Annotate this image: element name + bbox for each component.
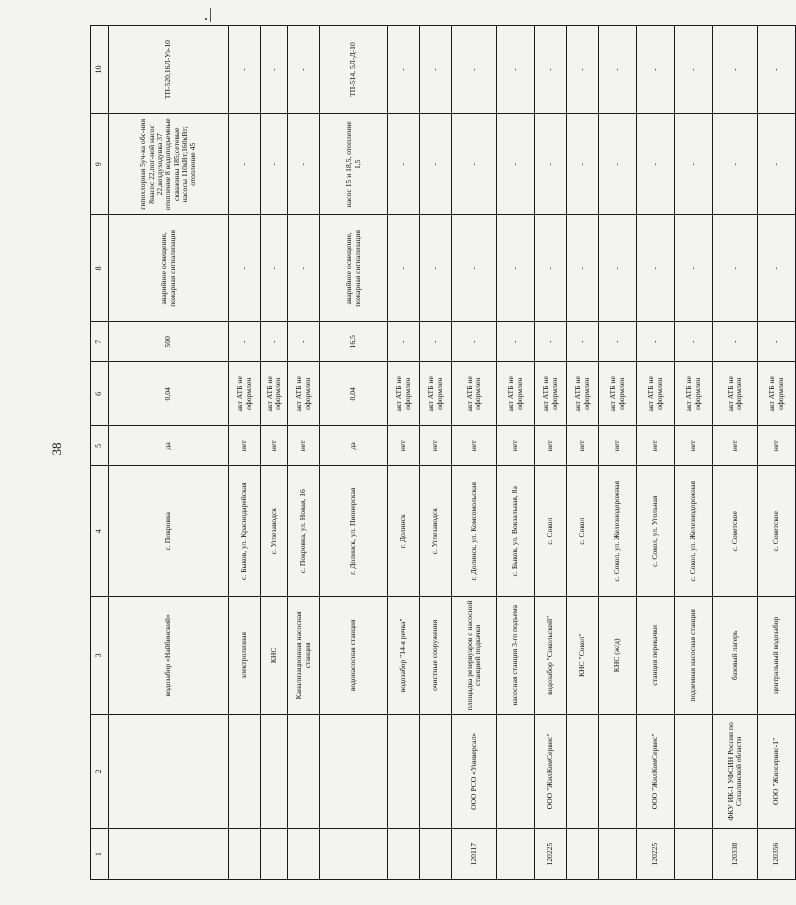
table-cell: г. Долинск, ул. Комсомольская: [452, 466, 497, 597]
table-cell: акт АТБ не оформлен: [288, 362, 320, 426]
table-cell: -: [535, 26, 567, 114]
col-number: 1: [91, 829, 109, 880]
table-cell: аварийное освещение, пожарная сигнализация: [320, 215, 388, 322]
table-cell: -: [637, 215, 675, 322]
table-cell: нет: [497, 426, 535, 466]
table-row: [535, 26, 567, 880]
table-cell: -: [637, 26, 675, 114]
table-cell: акт АТБ не оформлен: [637, 362, 675, 426]
table-cell: -: [567, 114, 599, 215]
col-number: 2: [91, 714, 109, 829]
table-cell: нет: [420, 426, 452, 466]
table-cell: -: [599, 114, 637, 215]
table-cell: -: [599, 215, 637, 322]
table-cell: [229, 829, 261, 880]
table-cell: 120225: [535, 829, 567, 880]
table-cell: -: [261, 26, 288, 114]
table-cell: площадка резервуаров с насосной станцией подкачки: [452, 597, 497, 714]
table-cell: -: [535, 322, 567, 362]
table-cell: 0,04: [320, 362, 388, 426]
table-cell: -: [288, 215, 320, 322]
table-cell: -: [567, 215, 599, 322]
table-cell: ФКУ ИК-1 УФСИН России по Сахалинской области: [713, 714, 758, 829]
table-cell: -: [288, 322, 320, 362]
table-cell: -: [675, 215, 713, 322]
table-cell: -: [388, 26, 420, 114]
table-cell: нет: [675, 426, 713, 466]
table-cell: акт АТБ не оформлен: [229, 362, 261, 426]
col-number: 9: [91, 114, 109, 215]
table-cell: акт АТБ не оформлен: [497, 362, 535, 426]
table-row: [288, 26, 320, 880]
table-cell: -: [388, 322, 420, 362]
table-cell: -: [497, 322, 535, 362]
table-cell: с. Углезаводск: [261, 466, 288, 597]
table-cell: -: [567, 26, 599, 114]
table-cell: -: [599, 26, 637, 114]
table-cell: центральный водозабор: [758, 597, 796, 714]
table-row: [320, 26, 388, 880]
table-cell: 120117: [452, 829, 497, 880]
table-cell: -: [497, 215, 535, 322]
table-cell: -: [288, 114, 320, 215]
table-cell: -: [229, 114, 261, 215]
table-cell: -: [420, 322, 452, 362]
table-cell: нет: [637, 426, 675, 466]
table-cell: -: [637, 322, 675, 362]
table-cell: нет: [599, 426, 637, 466]
table-cell: -: [452, 114, 497, 215]
table-cell: электролизная: [229, 597, 261, 714]
table-cell: ООО "ЖилКомСервис": [535, 714, 567, 829]
col-number: 7: [91, 322, 109, 362]
table-cell: [497, 829, 535, 880]
table-cell: ООО "ЖилКомСервис": [637, 714, 675, 829]
scan-speck: [210, 8, 211, 22]
table-cell: водозабор "Сокольский": [535, 597, 567, 714]
rotated-table-container: [90, 25, 785, 880]
table-cell: нет: [535, 426, 567, 466]
table-row: [758, 26, 796, 880]
table-cell: нет: [388, 426, 420, 466]
table-cell: -: [758, 114, 796, 215]
col-number: 8: [91, 215, 109, 322]
table-cell: да: [109, 426, 229, 466]
table-cell: -: [497, 26, 535, 114]
table-cell: [288, 829, 320, 880]
table-cell: подземная насосная станция: [675, 597, 713, 714]
table-cell: -: [229, 322, 261, 362]
table-cell: -: [758, 322, 796, 362]
table-row: [229, 26, 261, 880]
table-cell: [109, 829, 229, 880]
table-cell: с. Покровка, ул. Новая, 16: [288, 466, 320, 597]
table-cell: [497, 714, 535, 829]
table-row: [637, 26, 675, 880]
table-cell: -: [420, 114, 452, 215]
table-cell: очистные сооружения: [420, 597, 452, 714]
table-cell: -: [758, 26, 796, 114]
table-cell: акт АТБ не оформлен: [675, 362, 713, 426]
table-cell: -: [452, 215, 497, 322]
table-cell: -: [388, 215, 420, 322]
col-number: 6: [91, 362, 109, 426]
table-cell: КНС: [261, 597, 288, 714]
table-cell: [320, 829, 388, 880]
table-cell: 120225: [637, 829, 675, 880]
table-cell: -: [288, 26, 320, 114]
table-cell: нет: [261, 426, 288, 466]
table-cell: акт АТБ не оформлен: [420, 362, 452, 426]
table-row: [497, 26, 535, 880]
table-cell: 0,04: [109, 362, 229, 426]
table-cell: -: [452, 26, 497, 114]
table-cell: -: [758, 215, 796, 322]
table-cell: -: [599, 322, 637, 362]
table-cell: [261, 829, 288, 880]
table-cell: -: [261, 322, 288, 362]
col-number: 10: [91, 26, 109, 114]
table-cell: ТП-520,16Л-Уз-10: [109, 26, 229, 114]
table-cell: -: [713, 322, 758, 362]
table-cell: акт АТБ не оформлен: [758, 362, 796, 426]
table-cell: -: [713, 215, 758, 322]
table-cell: ООО "Жилсервис-1": [758, 714, 796, 829]
table-row: [388, 26, 420, 880]
table-cell: ТП-514, 5Л-Д-10: [320, 26, 388, 114]
table-cell: КНС "Сокол": [567, 597, 599, 714]
data-table: [90, 25, 796, 880]
table-cell: насосная станция 3-го подъема: [497, 597, 535, 714]
table-cell: с. Советское: [713, 466, 758, 597]
table-row: [420, 26, 452, 880]
table-cell: -: [229, 215, 261, 322]
table-cell: 120356: [758, 829, 796, 880]
table-cell: г. Долинск: [388, 466, 420, 597]
table-cell: -: [420, 26, 452, 114]
table-cell: акт АТБ не оформлен: [535, 362, 567, 426]
table-cell: [109, 714, 229, 829]
table-cell: акт АТБ не оформлен: [452, 362, 497, 426]
scan-speck: [205, 18, 207, 20]
table-cell: с. Быков, ул. Краснодарейская: [229, 466, 261, 597]
table-cell: [420, 714, 452, 829]
table-cell: -: [713, 114, 758, 215]
table-cell: -: [261, 114, 288, 215]
table-row: [599, 26, 637, 880]
table-cell: с. Углезаводск: [420, 466, 452, 597]
table-cell: нет: [713, 426, 758, 466]
table-cell: КНС (ж/д): [599, 597, 637, 714]
col-number: 4: [91, 466, 109, 597]
table-cell: -: [497, 114, 535, 215]
table-cell: водонасосная станция: [320, 597, 388, 714]
table-cell: 120338: [713, 829, 758, 880]
table-cell: да: [320, 426, 388, 466]
table-cell: [288, 714, 320, 829]
table-row: [713, 26, 758, 880]
table-cell: -: [675, 26, 713, 114]
table-cell: с. Сокол, ул. Угольная: [637, 466, 675, 597]
table-cell: нет: [567, 426, 599, 466]
table-cell: гипохлорная 5уч-ка обс-ния 8насос 22,пог-ной насос 22,воздуходувка 37 отопление 8 водоподъемные скважины 185;сетевые насосы 110кВт;160кВт; отопление 45: [109, 114, 229, 215]
col-number: 5: [91, 426, 109, 466]
table-cell: [567, 829, 599, 880]
table-cell: [420, 829, 452, 880]
table-cell: с. Советское: [758, 466, 796, 597]
table-cell: [388, 714, 420, 829]
table-cell: [599, 829, 637, 880]
table-cell: [675, 714, 713, 829]
table-cell: аварийное освещение, пожарная сигнализация: [109, 215, 229, 322]
table-row: [109, 26, 229, 880]
table-cell: [599, 714, 637, 829]
table-cell: г. Долинск, ул. Пионерская: [320, 466, 388, 597]
table-row: [675, 26, 713, 880]
table-cell: водозабор «Найбинский»: [109, 597, 229, 714]
column-number-row: [91, 26, 109, 880]
table-cell: акт АТБ не оформлен: [388, 362, 420, 426]
table-cell: водозабор "14-я речка": [388, 597, 420, 714]
table-cell: акт АТБ не оформлен: [567, 362, 599, 426]
table-cell: нет: [288, 426, 320, 466]
table-cell: с. Сокол, ул. Железнодорожная: [675, 466, 713, 597]
table-cell: [567, 714, 599, 829]
table-cell: -: [713, 26, 758, 114]
table-cell: -: [388, 114, 420, 215]
table-cell: 500: [109, 322, 229, 362]
table-cell: акт АТБ не оформлен: [599, 362, 637, 426]
table-cell: -: [229, 26, 261, 114]
table-cell: -: [535, 215, 567, 322]
table-cell: с. Сокол, ул. Железнодорожная: [599, 466, 637, 597]
table-cell: -: [452, 322, 497, 362]
table-cell: нет: [758, 426, 796, 466]
table-cell: нет: [229, 426, 261, 466]
table-cell: нет: [452, 426, 497, 466]
table-cell: [261, 714, 288, 829]
page-number: 38: [49, 442, 64, 456]
table-cell: ООО РСО «Универсал»: [452, 714, 497, 829]
table-cell: с. Быков, ул. Вокзальная, 8а: [497, 466, 535, 597]
table-cell: акт АТБ не оформлен: [261, 362, 288, 426]
table-cell: Канализационная насосная станция: [288, 597, 320, 714]
table-cell: -: [535, 114, 567, 215]
table-cell: базовый лагерь: [713, 597, 758, 714]
table-cell: -: [420, 215, 452, 322]
table-cell: насос 15 и 18,5, отопление 1,5: [320, 114, 388, 215]
table-row: [452, 26, 497, 880]
table-cell: -: [567, 322, 599, 362]
col-number: 3: [91, 597, 109, 714]
table-row: [261, 26, 288, 880]
table-cell: с. Сокол: [567, 466, 599, 597]
table-cell: акт АТБ не оформлен: [713, 362, 758, 426]
table-cell: с. Сокол: [535, 466, 567, 597]
table-cell: 16,5: [320, 322, 388, 362]
table-cell: [229, 714, 261, 829]
table-cell: [388, 829, 420, 880]
table-cell: -: [261, 215, 288, 322]
table-cell: [675, 829, 713, 880]
table-cell: -: [675, 114, 713, 215]
table-cell: -: [637, 114, 675, 215]
table-cell: станция перекачки: [637, 597, 675, 714]
table-row: [567, 26, 599, 880]
table-cell: с. Покровка: [109, 466, 229, 597]
table-cell: -: [675, 322, 713, 362]
table-cell: [320, 714, 388, 829]
